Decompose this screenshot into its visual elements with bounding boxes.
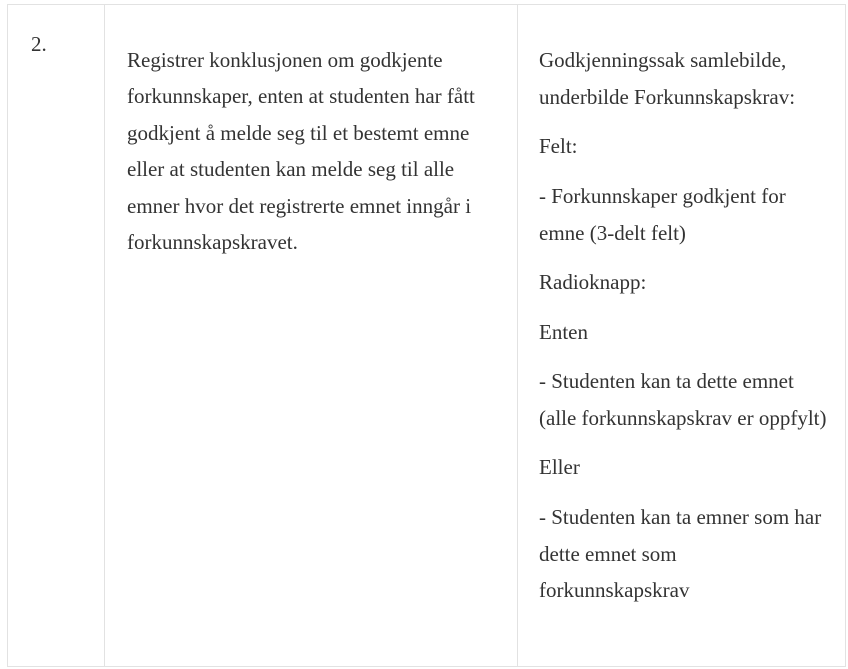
option-or-label: Eller [539,455,580,480]
procedure-table [7,4,846,667]
option-one-text: - Studenten kan ta dette emnet (alle forkunnskapskrav er oppfylt) [539,369,827,430]
radio-heading: Radioknapp: [539,270,647,295]
option-two-text: - Studenten kan ta emner som har dette emnet som forkunnskapskrav [539,504,822,603]
field-item: - Forkunnskaper godkjent for emne (3-delt felt) [539,183,786,245]
screen-cell [518,5,845,666]
field-heading: Felt: [539,134,578,159]
description-cell [105,5,518,666]
step-number: 2. [31,32,47,56]
screen-instructions [539,42,829,622]
step-cell [8,5,105,666]
step-description: Registrer konklusjonen om godkjente forkunnskaper, enten at studenten har fått godkjent å melde seg til et bestemt emne eller at studenten kan melde seg til alle emner hvor det registrerte emnet inngår i forkunnskapskravet. [127,48,475,255]
option-either-label: Enten [539,319,588,344]
screen-title: Godkjenningssak samlebilde, underbilde Forkunnskapskrav: [539,48,796,109]
